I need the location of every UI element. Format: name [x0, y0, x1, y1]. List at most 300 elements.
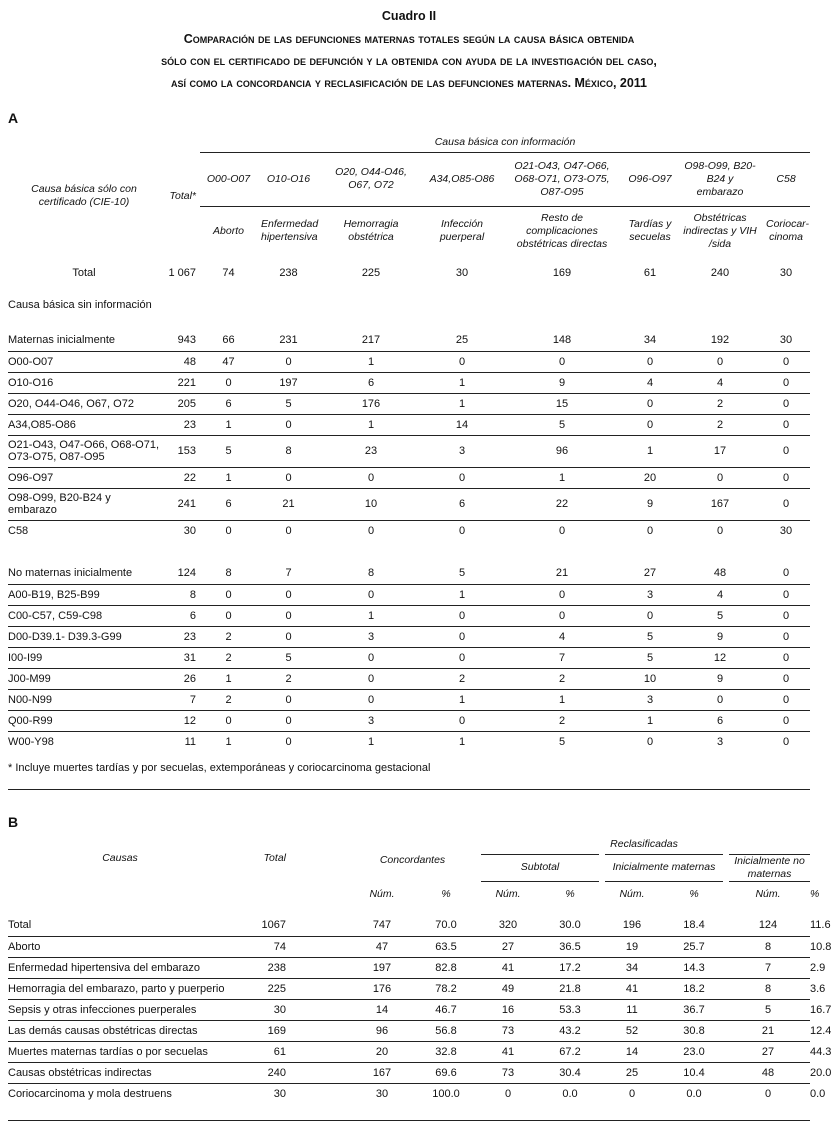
cell-value: 27: [726, 1041, 810, 1062]
cell-value: 176: [350, 978, 414, 999]
cell-value: 26: [160, 668, 200, 689]
table-row: [8, 731, 810, 752]
cell-value: 10.4: [662, 1062, 726, 1083]
cell-value: 11: [602, 999, 662, 1020]
table-row: Enfermedad hipertensiva del embarazo 238 197 82.8 41 17.2 34 14.3 7 2.9: [8, 957, 810, 978]
cell-value: 2: [200, 647, 257, 668]
cell-value: 0: [257, 351, 320, 372]
cell-value: 31: [160, 647, 200, 668]
cell-value: 5: [257, 647, 320, 668]
cell-value: 0.0: [686, 1087, 702, 1100]
total-header: Total: [263, 852, 286, 864]
cell-value: 0: [646, 524, 654, 537]
cell-value: 0: [762, 605, 810, 626]
table-title: [0, 28, 818, 94]
cell-value: 240: [232, 1062, 290, 1083]
column-code: O20, O44-O46, O67, O72: [320, 152, 422, 206]
row-label: Causas obstétricas indirectas: [8, 1062, 232, 1083]
cell-value: 0: [320, 689, 422, 710]
cell-value: 4: [678, 584, 762, 605]
column-code: C58: [762, 152, 810, 206]
row-label: O96-O97: [8, 467, 160, 488]
cell-value: 30: [273, 1087, 286, 1100]
title-line: sólo con el certificado de defunción y la obtenida con ayuda de la investigación del caso,: [161, 54, 657, 68]
cell-value: 0: [367, 524, 375, 537]
cell-value: 1 067: [168, 267, 196, 279]
cell-value: 0: [762, 488, 810, 520]
cell-value: 238: [232, 957, 290, 978]
cell-value: 8: [726, 978, 810, 999]
row-label: Maternas inicialmente: [8, 330, 160, 351]
cell-value: 9: [502, 372, 622, 393]
subgroup-header: Subtotal: [478, 854, 602, 881]
row-label: O21-O43, O47-O66, O68-O71, O73-O75, O87-O95: [8, 435, 160, 467]
cell-value: 221: [160, 372, 200, 393]
causas-header: Causas: [102, 852, 138, 864]
title-line: así como la concordancia y reclasificación de las defunciones maternas. México, 2011: [170, 76, 648, 90]
row-label: C00-C57, C59-C98: [8, 605, 160, 626]
cell-value: 16: [478, 999, 538, 1020]
cell-value: 47: [350, 936, 414, 957]
cell-value: 8: [257, 435, 320, 467]
cell-value: 6: [320, 372, 422, 393]
row-label: I00-I99: [8, 647, 160, 668]
table-a: [8, 136, 810, 752]
cell-value: 48: [726, 1062, 810, 1083]
cell-value: 1: [422, 584, 502, 605]
cell-value: 17: [678, 435, 762, 467]
cell-value: 73: [478, 1062, 538, 1083]
cell-value: 3: [716, 735, 724, 748]
cell-value: 25.7: [662, 936, 726, 957]
group-header: Causa básica con información: [200, 136, 810, 152]
cell-value: 30.8: [662, 1020, 726, 1041]
column-name: Coriocar-cinoma: [766, 218, 809, 244]
row-label: Q00-R99: [8, 710, 160, 731]
cell-value: 100.0: [432, 1087, 460, 1100]
cell-value: 30.4: [538, 1062, 602, 1083]
table-row: Aborto 74 47 63.5 27 36.5 19 25.7 8 10.8: [8, 936, 810, 957]
cell-value: 8: [160, 584, 200, 605]
column-name: Hemorragia obstétrica: [343, 218, 399, 244]
cell-value: 30: [779, 267, 793, 279]
cell-value: 30: [183, 524, 196, 537]
cell-value: 231: [257, 330, 320, 351]
cell-value: 14: [602, 1041, 662, 1062]
cell-value: 3: [422, 435, 502, 467]
cell-value: 30: [455, 267, 469, 279]
cell-value: 0: [257, 467, 320, 488]
cell-value: 9: [678, 626, 762, 647]
cell-value: 5: [257, 393, 320, 414]
cell-value: 66: [200, 330, 257, 351]
table-row: [8, 668, 810, 689]
cell-value: 0: [622, 393, 678, 414]
cell-value: 73: [478, 1020, 538, 1041]
table-b: Causas Total Concordantes Reclasificadas Subtotal Inicialmente maternas Inicialmente no maternas Núm. % Núm. % Núm. % Núm. % Total 1067 747 70.0 320 30.0 196 18.4 124 11.6 Aborto 74 47 63.5 27 36.5 19 25.7 8 10.8 Enfermedad hipertensiva del embarazo 238 197 82.8 41 17.2 34 14.3 7 2.9 Hemorragia del embarazo, parto y puerperio 225 176 78.2 49 21.8 41 18.2 8 3.6 Sepsis y otras infecciones puerperales 30 14 46.7 16 53.3 11 36.7 5 16.7 Las demás causas obstétricas directas 169 96 56.8 73 43.2 52 30.8 21 12.4 Muertes maternas tardías o por secuelas 61 20 32.8 41 67.2 14 23.0 27 44.3 Causas obstétricas indirectas 240 167 69.6 73 30.4 25 10.4 48 20.0 Coriocarcinoma y mola destruens 30 30 100.0 0 0.0 0 0.0 0 0.0: [8, 836, 810, 1104]
cell-value: 0: [320, 584, 422, 605]
cell-value: 1: [200, 414, 257, 435]
cell-value: 0: [257, 605, 320, 626]
row-label: No maternas inicialmente: [8, 563, 160, 584]
row-label: Muertes maternas tardías o por secuelas: [8, 1041, 232, 1062]
cell-value: 7: [257, 563, 320, 584]
cell-value: 53.3: [538, 999, 602, 1020]
cell-value: 21: [726, 1020, 810, 1041]
cell-value: 153: [160, 435, 200, 467]
cell-value: 241: [160, 488, 200, 520]
cell-value: 169: [232, 1020, 290, 1041]
cell-value: 14: [350, 999, 414, 1020]
cell-value: 0: [320, 668, 422, 689]
cell-value: 46.7: [414, 999, 478, 1020]
cell-value: 3: [622, 584, 678, 605]
cell-value: 0: [678, 351, 762, 372]
cell-value: 6: [200, 488, 257, 520]
cell-value: 4: [678, 372, 762, 393]
cell-value: 41: [602, 978, 662, 999]
cell-value: 96: [350, 1020, 414, 1041]
cell-value: 63.5: [414, 936, 478, 957]
cell-value: 217: [320, 330, 422, 351]
cell-value: 0.0: [562, 1087, 578, 1100]
column-code: O10-O16: [257, 152, 320, 206]
cell-value: 0: [782, 735, 790, 748]
cell-value: 18.4: [662, 915, 726, 936]
cell-value: 30: [762, 330, 810, 351]
cell-value: 48: [160, 351, 200, 372]
table-row: [8, 689, 810, 710]
row-label: Enfermedad hipertensiva del embarazo: [8, 957, 232, 978]
cell-value: 0: [285, 735, 292, 748]
cell-value: 20: [350, 1041, 414, 1062]
cell-value: 0: [225, 524, 232, 537]
table-row: Total 1067 747 70.0 320 30.0 196 18.4 124 11.6: [8, 915, 810, 936]
cell-value: 0: [628, 1087, 636, 1100]
cell-value: 56.8: [414, 1020, 478, 1041]
cell-value: 0: [257, 414, 320, 435]
cell-value: 1: [225, 735, 232, 748]
row-label: Aborto: [8, 936, 232, 957]
cell-value: 1: [422, 372, 502, 393]
cell-value: 196: [602, 915, 662, 936]
cell-value: 20: [622, 467, 678, 488]
num-header: Núm.: [495, 887, 521, 900]
cell-value: 8: [200, 563, 257, 584]
cell-value: 0: [646, 735, 654, 748]
cell-value: 0: [762, 435, 810, 467]
cell-value: 61: [643, 267, 657, 279]
cell-value: 1067: [232, 915, 290, 936]
cell-value: 6: [678, 710, 762, 731]
cell-value: 0: [762, 647, 810, 668]
pct-header: %: [441, 887, 451, 900]
column-name: Aborto: [213, 224, 244, 237]
cell-value: 69.6: [414, 1062, 478, 1083]
table-row: [8, 584, 810, 605]
title-line: Comparación de las defunciones maternas totales según la causa básica obtenida: [183, 32, 635, 46]
row-label: W00-Y98: [8, 735, 54, 748]
cell-value: 0: [622, 351, 678, 372]
row-label: Coriocarcinoma y mola destruens: [8, 1087, 172, 1100]
cell-value: 22: [160, 467, 200, 488]
cell-value: 23: [160, 626, 200, 647]
cell-value: 10: [622, 668, 678, 689]
cell-value: 0: [762, 393, 810, 414]
table-row: [8, 467, 810, 488]
cell-value: 124: [726, 915, 810, 936]
cell-value: 1: [320, 351, 422, 372]
cell-value: 5: [422, 563, 502, 584]
cell-value: 9: [622, 488, 678, 520]
cell-value: 2: [502, 710, 622, 731]
cell-value: 30.0: [538, 915, 602, 936]
table-row: [8, 520, 810, 541]
subheading: Causa básica sin información: [8, 299, 152, 311]
cell-value: 0: [762, 351, 810, 372]
num-header: Núm.: [619, 887, 645, 900]
column-name: Infección puerperal: [439, 218, 485, 244]
cell-value: 21: [257, 488, 320, 520]
cell-value: 197: [350, 957, 414, 978]
cell-value: 14.3: [662, 957, 726, 978]
cell-value: 7: [160, 689, 200, 710]
row-label: J00-M99: [8, 668, 160, 689]
cell-value: 1: [367, 735, 375, 748]
cell-value: 5: [622, 647, 678, 668]
cell-value: 167: [678, 488, 762, 520]
cell-value: 176: [320, 393, 422, 414]
cell-value: 1: [320, 605, 422, 626]
table-row: [8, 393, 810, 414]
cell-value: 0: [200, 584, 257, 605]
cell-value: 0: [764, 1087, 772, 1100]
cell-value: 0: [257, 584, 320, 605]
cell-value: 0: [422, 710, 502, 731]
cell-value: 0: [762, 584, 810, 605]
cell-value: 6: [422, 488, 502, 520]
table-row: [8, 414, 810, 435]
cell-value: 225: [361, 267, 381, 279]
cell-value: 36.7: [662, 999, 726, 1020]
cell-value: 34: [602, 957, 662, 978]
cell-value: 0: [762, 372, 810, 393]
table-row: [8, 710, 810, 731]
column-code: O21-O43, O47-O66, O68-O71, O73-O75, O87-O95: [502, 152, 622, 206]
cell-value: 61: [232, 1041, 290, 1062]
column-name: Resto de complicaciones obstétricas directas: [516, 211, 608, 250]
cell-value: 36.5: [538, 936, 602, 957]
cell-value: 1: [622, 710, 678, 731]
table-row: Sepsis y otras infecciones puerperales 30 14 46.7 16 53.3 11 36.7 5 16.7: [8, 999, 810, 1020]
row-label: C58: [8, 524, 29, 537]
table-row: [8, 563, 810, 584]
row-label: Las demás causas obstétricas directas: [8, 1020, 232, 1041]
cell-value: 32.8: [414, 1041, 478, 1062]
footnote: * Incluye muertes tardías y por secuelas, extemporáneas y coriocarcinoma gestacional: [8, 762, 431, 774]
table-row: [8, 626, 810, 647]
cell-value: 0: [285, 524, 292, 537]
cell-value: 6: [200, 393, 257, 414]
table-row: [8, 488, 810, 520]
cell-value: 0: [678, 689, 762, 710]
cell-value: 2: [200, 626, 257, 647]
row-label: O10-O16: [8, 372, 160, 393]
cell-value: 5: [726, 999, 810, 1020]
cell-value: 0: [622, 414, 678, 435]
subgroup-header: Inicialmente maternas: [602, 854, 726, 881]
cell-value: 0: [257, 689, 320, 710]
cell-value: 78.2: [414, 978, 478, 999]
column-name: Enfermedad hipertensiva: [261, 218, 319, 244]
cell-value: 0: [458, 524, 466, 537]
cell-value: 1: [622, 435, 678, 467]
table-row: [8, 372, 810, 393]
cell-value: 21: [502, 563, 622, 584]
cell-value: 0: [678, 467, 762, 488]
row-label: O98-O99, B20-B24 y embarazo: [8, 488, 160, 520]
cell-value: 4: [622, 372, 678, 393]
cell-value: 0: [200, 605, 257, 626]
cell-value: 0: [257, 710, 320, 731]
cell-value: 1: [200, 467, 257, 488]
cell-value: 3: [320, 626, 422, 647]
cell-value: 1: [422, 393, 502, 414]
num-header: Núm.: [755, 887, 781, 900]
cell-value: 205: [160, 393, 200, 414]
num-header: Núm.: [369, 887, 395, 900]
cell-value: 3: [622, 689, 678, 710]
column-name: Obstétricas indirectas y VIH /sida: [683, 211, 757, 250]
table-row: [8, 605, 810, 626]
cell-value: 27: [478, 936, 538, 957]
row-label: A00-B19, B25-B99: [8, 584, 160, 605]
cell-value: 30: [779, 524, 793, 537]
cell-value: 14: [422, 414, 502, 435]
cell-value: 30: [232, 999, 290, 1020]
cell-value: 74: [222, 267, 235, 279]
cell-value: 41: [478, 957, 538, 978]
cell-value: 82.8: [414, 957, 478, 978]
cell-value: 1: [320, 414, 422, 435]
cell-value: 0: [257, 626, 320, 647]
column-code: O98-O99, B20-B24 y embarazo: [678, 152, 762, 206]
table-row: Causas obstétricas indirectas 240 167 69.6 73 30.4 25 10.4 48 20.0: [8, 1062, 810, 1083]
column-code: A34,O85-O86: [422, 152, 502, 206]
row-label: N00-N99: [8, 689, 160, 710]
cell-value: 1: [200, 668, 257, 689]
row-label: Sepsis y otras infecciones puerperales: [8, 999, 232, 1020]
table-row: Hemorragia del embarazo, parto y puerperio 225 176 78.2 49 21.8 41 18.2 8 3.6: [8, 978, 810, 999]
cell-value: 197: [257, 372, 320, 393]
table-row: Muertes maternas tardías o por secuelas 61 20 32.8 41 67.2 14 23.0 27 44.3: [8, 1041, 810, 1062]
cell-value: 0: [200, 372, 257, 393]
cell-value: 0: [422, 626, 502, 647]
cell-value: 5: [200, 435, 257, 467]
cell-value: 8: [726, 936, 810, 957]
cell-value: 10: [320, 488, 422, 520]
cell-value: 167: [350, 1062, 414, 1083]
cell-value: 18.2: [662, 978, 726, 999]
table-row: Las demás causas obstétricas directas 169 96 56.8 73 43.2 52 30.8 21 12.4: [8, 1020, 810, 1041]
cell-value: 23: [160, 414, 200, 435]
cell-value: 0: [762, 710, 810, 731]
cell-value: 30: [375, 1087, 389, 1100]
cell-value: 0: [200, 710, 257, 731]
cell-value: 0: [762, 626, 810, 647]
cell-value: 0: [558, 524, 566, 537]
cell-value: 7: [726, 957, 810, 978]
cell-value: 48: [678, 563, 762, 584]
cell-value: 5: [678, 605, 762, 626]
cell-value: 5: [622, 626, 678, 647]
cell-value: 12: [678, 647, 762, 668]
cell-value: 43.2: [538, 1020, 602, 1041]
cell-value: 41: [478, 1041, 538, 1062]
cell-value: 747: [350, 915, 414, 936]
cell-value: 12: [160, 710, 200, 731]
cell-value: 0: [762, 563, 810, 584]
cell-value: 27: [622, 563, 678, 584]
cell-value: 0: [422, 351, 502, 372]
cell-value: 2: [200, 689, 257, 710]
cell-value: 0: [762, 414, 810, 435]
cell-value: 1: [458, 735, 466, 748]
cell-value: 0: [762, 668, 810, 689]
cell-value: 1: [502, 689, 622, 710]
cell-value: 19: [602, 936, 662, 957]
cell-value: 11: [184, 735, 196, 748]
cell-value: 0: [504, 1087, 512, 1100]
cell-value: 225: [232, 978, 290, 999]
table-row: [8, 647, 810, 668]
column-code: O96-O97: [622, 152, 678, 206]
cell-value: 70.0: [414, 915, 478, 936]
section-a-label: A: [8, 110, 19, 126]
table-row: Coriocarcinoma y mola destruens 30 30 100.0 0 0.0 0 0.0 0 0.0: [8, 1083, 810, 1104]
table-number: Cuadro II: [381, 9, 437, 23]
cell-value: 34: [622, 330, 678, 351]
pct-header: %: [689, 887, 699, 900]
cell-value: 124: [160, 563, 200, 584]
cell-value: 240: [710, 267, 730, 279]
table-row: [8, 330, 810, 351]
cell-value: 17.2: [538, 957, 602, 978]
subgroup-header: Inicialmente no maternas: [726, 854, 810, 881]
cell-value: 96: [502, 435, 622, 467]
cell-value: 74: [232, 936, 290, 957]
cell-value: 0: [422, 647, 502, 668]
cell-value: 2: [678, 393, 762, 414]
cell-value: 0: [502, 584, 622, 605]
cell-value: 320: [478, 915, 538, 936]
cell-value: 943: [160, 330, 200, 351]
total-header: Total*: [169, 189, 196, 202]
cell-value: 47: [200, 351, 257, 372]
cell-value: 52: [602, 1020, 662, 1041]
cell-value: 0: [502, 605, 622, 626]
cell-value: 23: [320, 435, 422, 467]
row-label: Total: [72, 267, 96, 279]
cell-value: 0: [320, 467, 422, 488]
column-code: O00-O07: [200, 152, 257, 206]
cell-value: 148: [502, 330, 622, 351]
cell-value: 4: [502, 626, 622, 647]
concordantes-header: Concordantes: [379, 854, 446, 866]
cell-value: 23.0: [662, 1041, 726, 1062]
cell-value: 21.8: [538, 978, 602, 999]
cell-value: 192: [678, 330, 762, 351]
